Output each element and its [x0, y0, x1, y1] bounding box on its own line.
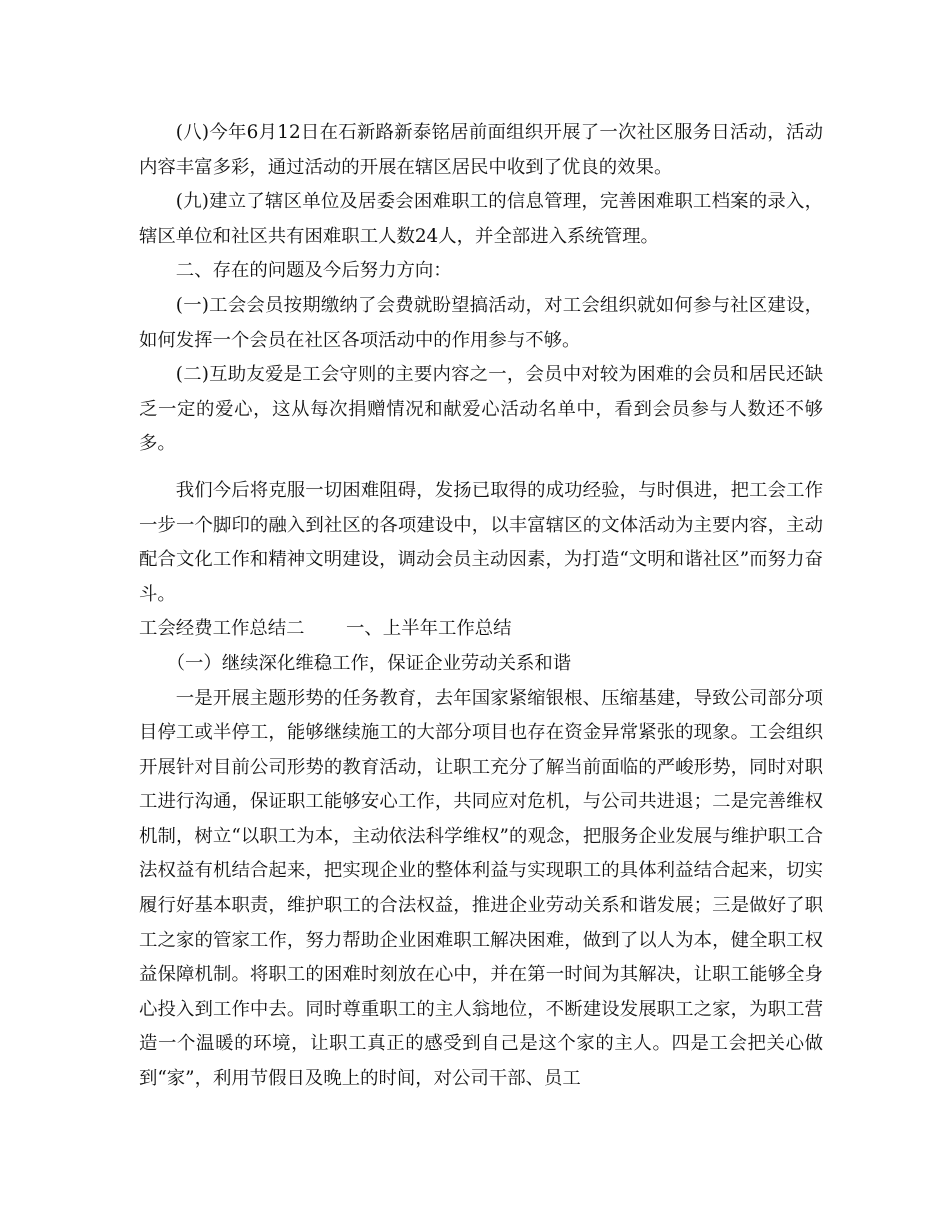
paragraph-closing: 我们今后将克服一切困难阻碍，发扬已取得的成功经验，与时俱进，把工会工作一步一个脚印的融入到社区的各项建设中，以丰富辖区的文体活动为主要内容，主动配合文化工作和精神文明建设，调动会员主动因素，为打造“文明和谐社区”而努力奋斗。	[139, 479, 823, 605]
stability-sub-heading: （一）继续深化维稳工作，保证企业劳动关系和谐	[166, 652, 572, 674]
paragraph-stability-work: 一是开展主题形势的任务教育，去年国家紧缩银根、压缩基建，导致公司部分项目停工或半停工，能够继续施工的大部分项目也存在资金异常紧张的现象。工会组织开展针对目前公司形势的教育活动，让职工充分了解当前面临的严峻形势，同时对职工进行沟通，保证职工能够安心工作，共同应对危机，与公司共进退；二是完善维权机制，树立“以职工为本，主动依法科学维权”的观念，把服务企业发展与维护职工合法权益有机结合起来，把实现企业的整体利益与实现职工的具体利益结合起来，切实履行好基本职责，维护职工的合法权益，推进企业劳动关系和谐发展；三是做好了职工之家的管家工作，努力帮助企业困难职工解决困难，做到了以人为本，健全职工权益保障机制。将职工的困难时刻放在心中，并在第一时间为其解决，让职工能够全身心投入到工作中去。同时尊重职工的主人翁地位，不断建设发展职工之家，为职工营造一个温暖的环境，让职工真正的感受到自己是这个家的主人。四是工会把关心做到“家”，利用节假日及晚上的时间，对公司干部、员工	[139, 687, 823, 1090]
summary-two-heading-line	[139, 612, 823, 647]
paragraph-item-8: (八)今年6月12日在石新路新泰铭居前面组织开展了一次社区服务日活动，活动内容丰富多彩，通过活动的开展在辖区居民中收到了优良的效果。	[139, 122, 823, 178]
document-body	[139, 116, 823, 1097]
paragraph-item-9: (九)建立了辖区单位及居委会困难职工的信息管理，完善困难职工档案的录入，辖区单位和社区共有困难职工人数24人，并全部进入系统管理。	[139, 191, 823, 247]
summary-two-title: 工会经费工作总结二	[139, 618, 305, 640]
first-half-heading: 一、上半年工作总结	[346, 618, 512, 640]
paragraph-problem-1: (一)工会会员按期缴纳了会费就盼望搞活动，对工会组织就如何参与社区建设，如何发挥一个会员在社区各项活动中的作用参与不够。	[139, 294, 823, 351]
paragraph-problem-2: (二)互助友爱是工会守则的主要内容之一，会员中对较为困难的会员和居民还缺乏一定的爱心，这从每次捐赠情况和献爱心活动名单中，看到会员参与人数还不够多。	[139, 364, 823, 455]
section-heading-problems: 二、存在的问题及今后努力方向：	[175, 260, 452, 282]
